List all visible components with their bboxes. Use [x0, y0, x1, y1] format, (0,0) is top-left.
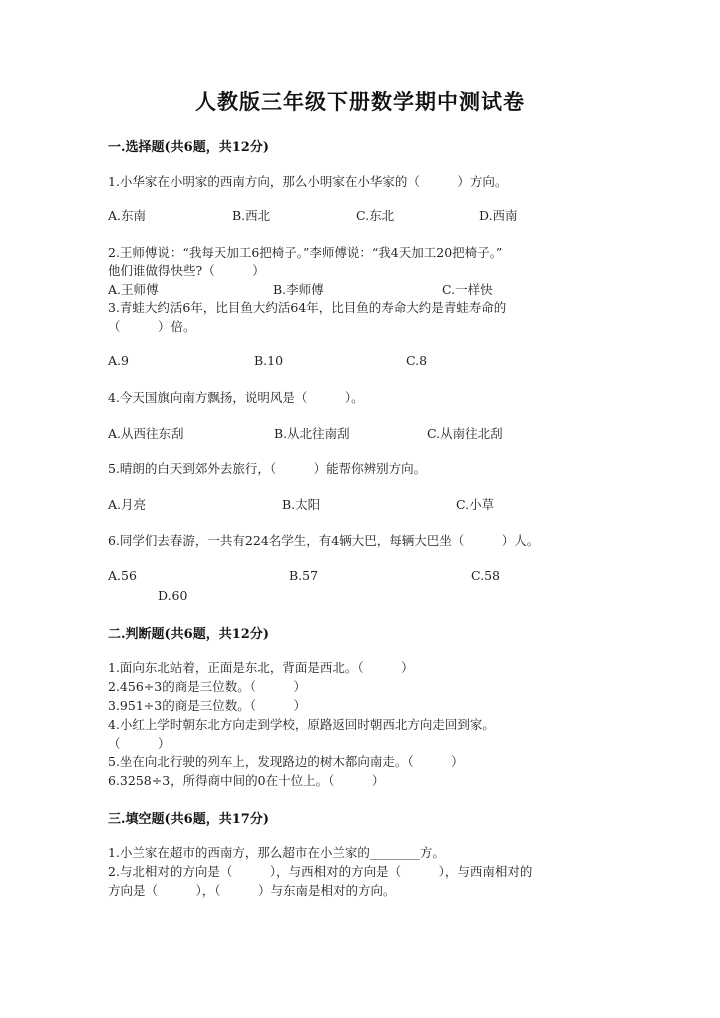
- option-b: B.57: [289, 568, 319, 583]
- question-text: 6.同学们去春游，一共有224名学生，有4辆大巴，每辆大巴坐（ ）人。: [108, 533, 540, 548]
- option-a: A.王师傅: [108, 282, 159, 297]
- question-text: 3.青蛙大约活6年，比目鱼大约活64年，比目鱼的寿命大约是青蛙寿命的: [108, 300, 507, 315]
- option-c: C.一样快: [442, 282, 493, 297]
- option-a: A.56: [108, 568, 137, 583]
- question-text: 方向是（ ），（ ）与东南是相对的方向。: [108, 883, 396, 898]
- question-text: 1.面向东北站着，正面是东北，背面是西北。（ ）: [108, 660, 414, 675]
- question-text: （ ）: [108, 736, 171, 751]
- option-d: D.60: [158, 588, 188, 603]
- question-text: 6.3258÷3，所得商中间的0在十位上。（ ）: [108, 773, 385, 788]
- question-text: 5.晴朗的白天到郊外去旅行，（ ）能帮你辨别方向。: [108, 461, 427, 476]
- option-c: C.8: [406, 353, 428, 368]
- option-a: A.从西往东刮: [108, 426, 184, 441]
- option-b: B.西北: [232, 208, 271, 223]
- option-b: B.太阳: [282, 497, 321, 512]
- question-text: （ ）倍。: [108, 319, 196, 334]
- option-c: C.58: [471, 568, 500, 583]
- question-text: 3.951÷3的商是三位数。（ ）: [108, 698, 306, 713]
- question-text: 4.今天国旗向南方飘扬，说明风是（ ）。: [108, 390, 364, 405]
- section-heading-fill: 三.填空题(共6题，共17分): [108, 812, 269, 827]
- question-text: 4.小红上学时朝东北方向走到学校，原路返回时朝西北方向走回到家。: [108, 717, 495, 732]
- option-d: D.西南: [479, 208, 518, 223]
- question-text: 他们谁做得快些?（ ）: [108, 263, 265, 278]
- option-c: C.从南往北刮: [427, 426, 503, 441]
- page-title: 人教版三年级下册数学期中测试卷: [195, 89, 525, 114]
- question-text: 2.与北相对的方向是（ ），与西相对的方向是（ ），与西南相对的: [108, 864, 533, 879]
- option-c: C.东北: [356, 208, 395, 223]
- question-text: 2.456÷3的商是三位数。（ ）: [108, 679, 306, 694]
- option-c: C.小草: [456, 497, 495, 512]
- option-b: B.从北往南刮: [274, 426, 350, 441]
- question-text: 5.坐在向北行驶的列车上，发现路边的树木都向南走。（ ）: [108, 754, 464, 769]
- question-text: 2.王师傅说：“我每天加工6把椅子。”李师傅说：“我4天加工20把椅子。”: [108, 245, 503, 260]
- option-b: B.10: [254, 353, 284, 368]
- option-a: A.月亮: [108, 497, 147, 512]
- option-b: B.李师傅: [273, 282, 324, 297]
- section-heading-choice: 一.选择题(共6题，共12分): [108, 140, 269, 155]
- option-a: A.东南: [108, 208, 147, 223]
- section-heading-judgment: 二.判断题(共6题，共12分): [108, 627, 269, 642]
- question-text: 1.小华家在小明家的西南方向，那么小明家在小华家的（ ）方向。: [108, 174, 508, 189]
- option-a: A.9: [108, 353, 129, 368]
- question-text: 1.小兰家在超市的西南方，那么超市在小兰家的________方。: [108, 845, 445, 860]
